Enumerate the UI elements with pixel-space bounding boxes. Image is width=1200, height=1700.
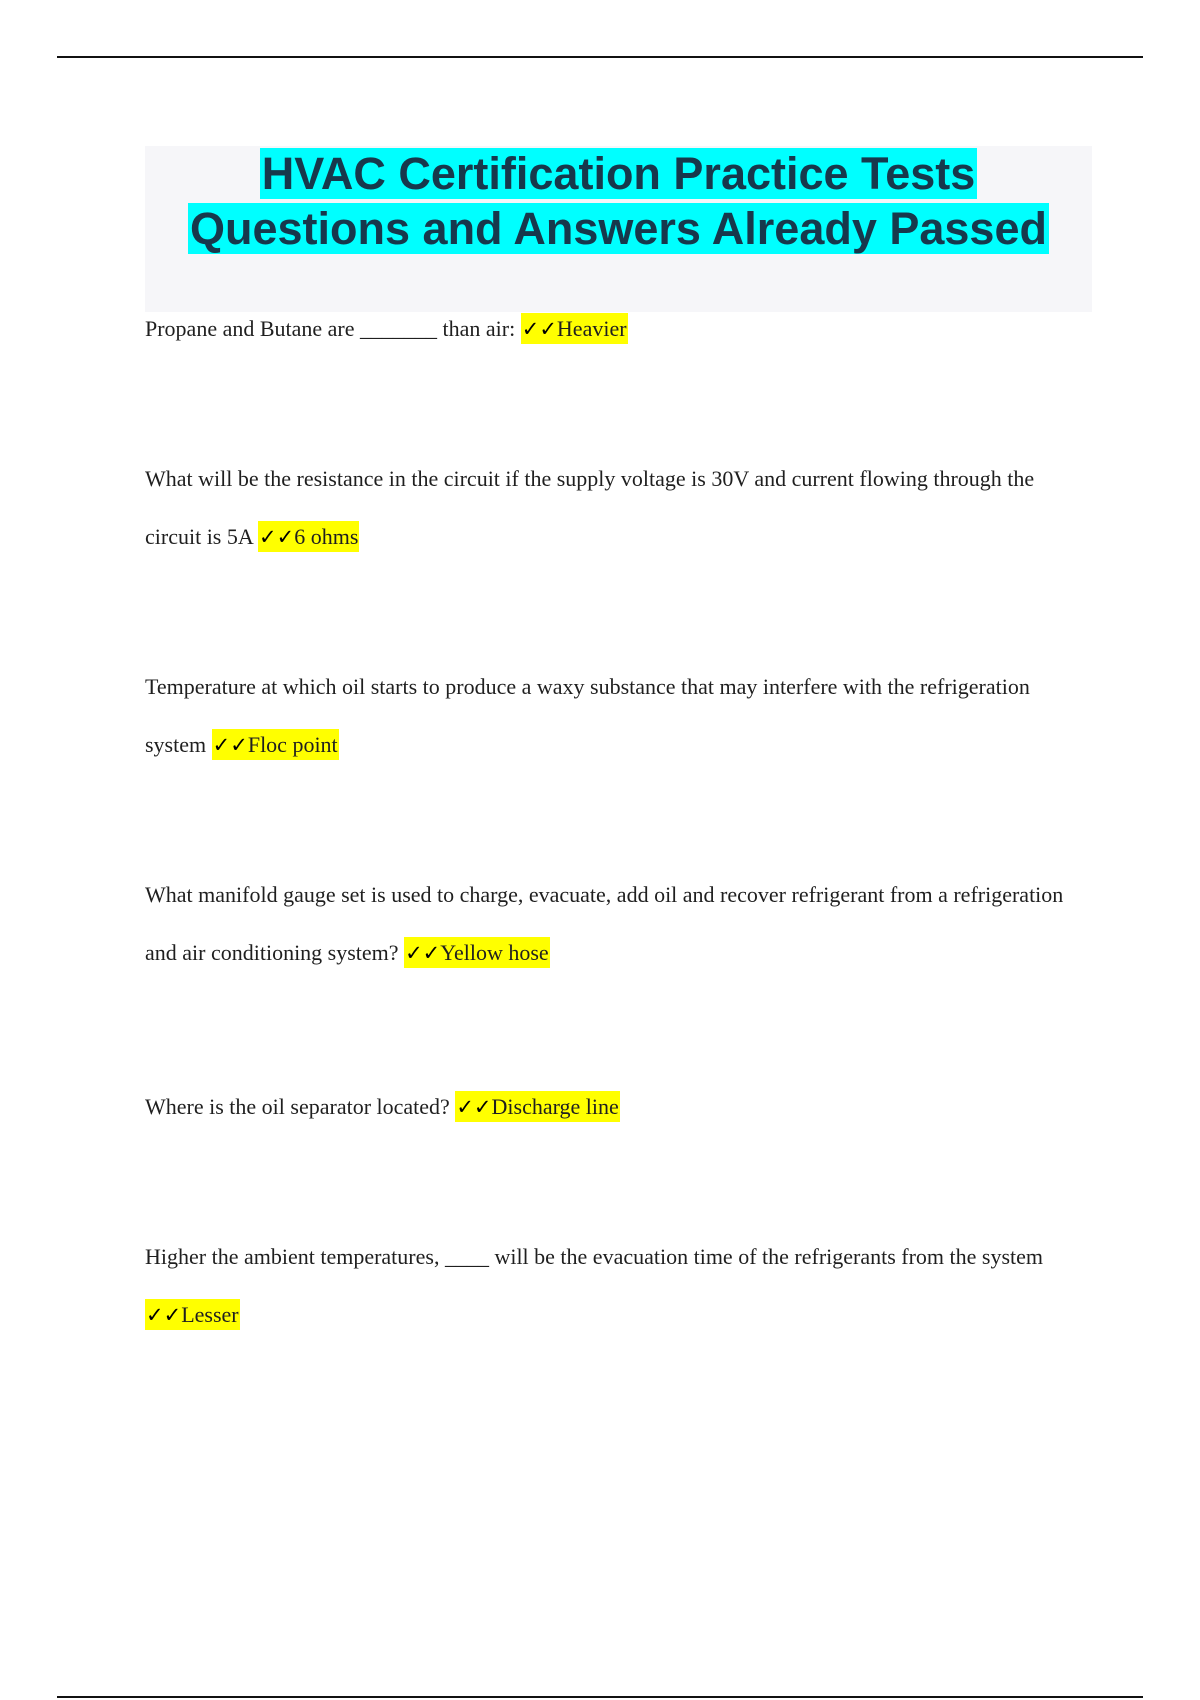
answer-highlight	[212, 729, 339, 760]
answer-text: Discharge line	[491, 1094, 619, 1119]
answer-text: Lesser	[181, 1302, 239, 1327]
double-check-icon: ✓✓	[146, 1303, 182, 1327]
double-check-icon: ✓✓	[259, 525, 295, 549]
answer-highlight	[521, 313, 628, 344]
double-check-icon: ✓✓	[456, 1095, 492, 1119]
question-text: Propane and Butane are _______ than air:	[145, 316, 521, 341]
title-line-2: Questions and Answers Already Passed	[190, 203, 1047, 254]
answer-text: Heavier	[556, 316, 627, 341]
question-text: Temperature at which oil starts to produce a waxy substance that may interfere with the refrigeration system	[145, 674, 1030, 757]
answer-highlight	[145, 1299, 240, 1330]
qa-item	[145, 300, 1095, 358]
answer-text: Floc point	[247, 732, 338, 757]
question-text: Where is the oil separator located?	[145, 1094, 456, 1119]
qa-item	[145, 1078, 1095, 1136]
answer-text: 6 ohms	[294, 524, 359, 549]
double-check-icon: ✓✓	[521, 317, 557, 341]
qa-item	[145, 450, 1095, 566]
qa-item	[145, 658, 1095, 774]
answer-text: Yellow hose	[440, 940, 549, 965]
page-title	[145, 146, 1092, 256]
title-line-1: HVAC Certification Practice Tests	[261, 148, 976, 199]
double-check-icon: ✓✓	[405, 941, 441, 965]
question-text: Higher the ambient temperatures, ____ will be the evacuation time of the refrigerants from the system	[145, 1244, 1044, 1269]
answer-highlight	[258, 521, 359, 552]
answer-highlight	[404, 937, 550, 968]
qa-item	[145, 1228, 1095, 1344]
bottom-rule	[57, 1696, 1143, 1698]
qa-item	[145, 866, 1095, 982]
top-rule	[57, 56, 1143, 58]
question-text: What manifold gauge set is used to charge, evacuate, add oil and recover refrigerant from a refrigeration and air conditioning system?	[145, 882, 1064, 965]
answer-highlight	[455, 1091, 619, 1122]
question-text: What will be the resistance in the circuit if the supply voltage is 30V and current flowing through the circuit is 5A	[145, 466, 1035, 549]
double-check-icon: ✓✓	[212, 733, 248, 757]
